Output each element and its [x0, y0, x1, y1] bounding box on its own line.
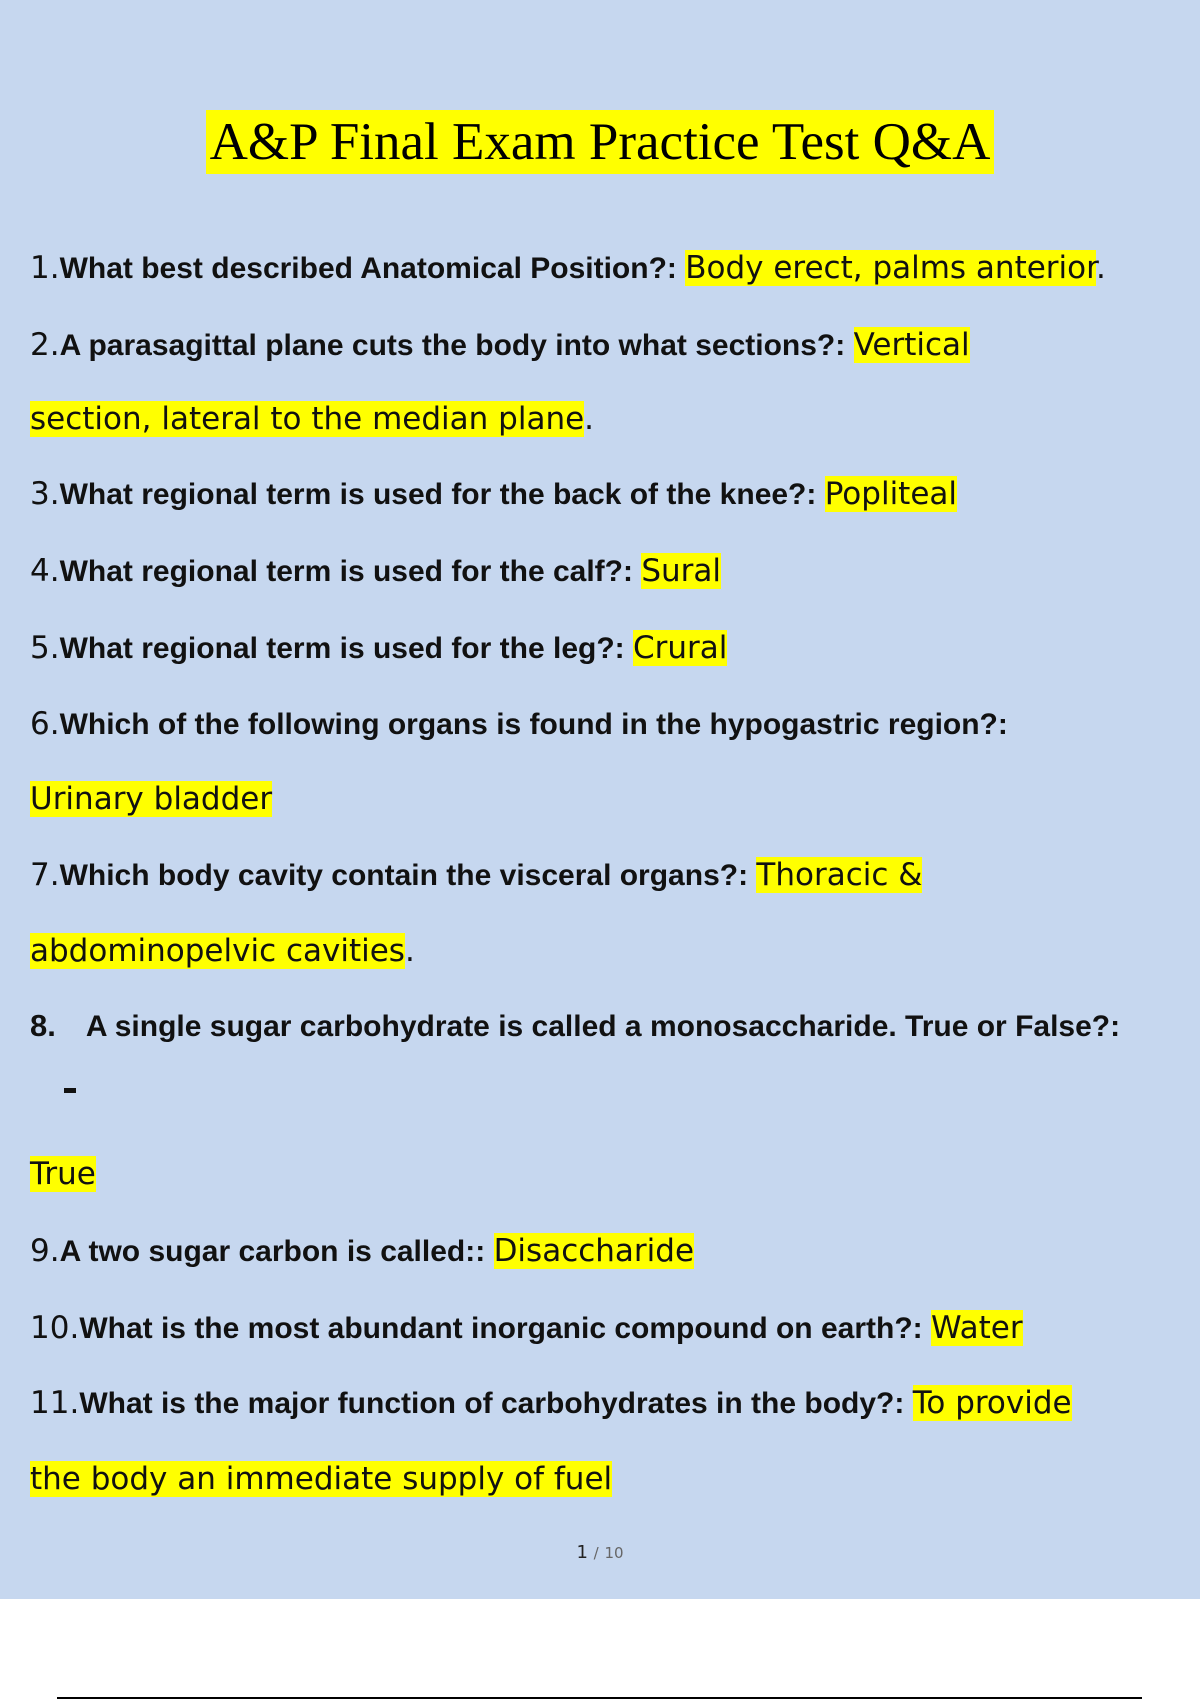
answer-highlight: Popliteal: [824, 476, 958, 512]
question-text: What is the major function of carbohydrates in the body?:: [79, 1387, 913, 1420]
question-number: 4.: [30, 553, 60, 589]
page-title: A&P Final Exam Practice Test Q&A: [206, 110, 995, 174]
next-page-rule: [57, 1697, 1142, 1699]
question-text: What best described Anatomical Position?:: [59, 252, 686, 285]
answer-highlight: To provide: [912, 1385, 1072, 1421]
answer-punctuation: .: [584, 401, 595, 437]
answer-highlight: Water: [930, 1310, 1023, 1346]
question-text: Which body cavity contain the visceral organs?:: [59, 859, 757, 892]
question-number: 3.: [30, 476, 60, 512]
answer-6: [30, 779, 272, 819]
question-4: [30, 551, 721, 592]
question-number: 7.: [30, 857, 60, 893]
question-text: What regional term is used for the calf?:: [59, 555, 642, 588]
question-text: What regional term is used for the back of the knee?:: [59, 478, 825, 511]
answer-11-continued: [30, 1459, 612, 1499]
total-pages: 10: [604, 1544, 624, 1562]
question-number: 5.: [30, 630, 60, 666]
answer-highlight: Crural: [632, 630, 728, 666]
page-indicator: [0, 1542, 1200, 1563]
answer-highlight: Disaccharide: [493, 1233, 695, 1269]
question-5: [30, 628, 727, 669]
question-2: [30, 325, 970, 366]
answer-highlight: Vertical: [853, 327, 970, 363]
question-number: 2.: [30, 327, 60, 363]
question-10: [30, 1308, 1023, 1349]
answer-8: [30, 1154, 96, 1194]
answer-highlight: abdominopelvic cavities: [30, 933, 405, 969]
answer-highlight: Sural: [641, 553, 722, 589]
question-number: 1.: [30, 250, 60, 286]
question-text: What is the most abundant inorganic compound on earth?:: [79, 1312, 931, 1345]
answer-highlight: True: [30, 1156, 96, 1192]
page-separator: /: [593, 1544, 599, 1562]
answer-highlight: section, lateral to the median plane: [30, 401, 585, 437]
answer-7-continued: [30, 931, 415, 971]
question-text: Which of the following organs is found in the hypogastric region?:: [59, 708, 1008, 741]
question-3: [30, 474, 957, 515]
bullet-dash: [64, 1088, 76, 1093]
question-number: 11.: [30, 1385, 80, 1421]
answer-punctuation: .: [1096, 250, 1106, 286]
question-number: 9.: [30, 1233, 60, 1269]
question-number: 6.: [30, 706, 60, 742]
question-6: [30, 704, 1008, 745]
answer-highlight: Urinary bladder: [30, 781, 273, 817]
answer-highlight: Body erect, palms anterior: [685, 250, 1097, 286]
question-7: [30, 855, 922, 896]
question-text: A parasagittal plane cuts the body into what sections?:: [59, 329, 854, 362]
answer-punctuation: .: [404, 933, 415, 969]
question-text: A two sugar carbon is called::: [59, 1235, 494, 1268]
current-page: 1: [576, 1542, 588, 1563]
question-9: [30, 1231, 694, 1272]
answer-highlight: Thoracic &: [756, 857, 923, 893]
question-text: A single sugar carbohydrate is called a monosaccharide. True or False?:: [85, 1010, 1121, 1043]
question-number: 8.: [30, 1008, 56, 1043]
question-8: [30, 1006, 1120, 1047]
question-1: [30, 248, 1106, 289]
question-text: What regional term is used for the leg?:: [59, 632, 633, 665]
answer-2-continued: [30, 399, 594, 439]
question-11: [30, 1383, 1072, 1424]
title-container: [0, 110, 1200, 174]
answer-highlight: the body an immediate supply of fuel: [30, 1461, 613, 1497]
question-number: 10.: [30, 1310, 80, 1346]
